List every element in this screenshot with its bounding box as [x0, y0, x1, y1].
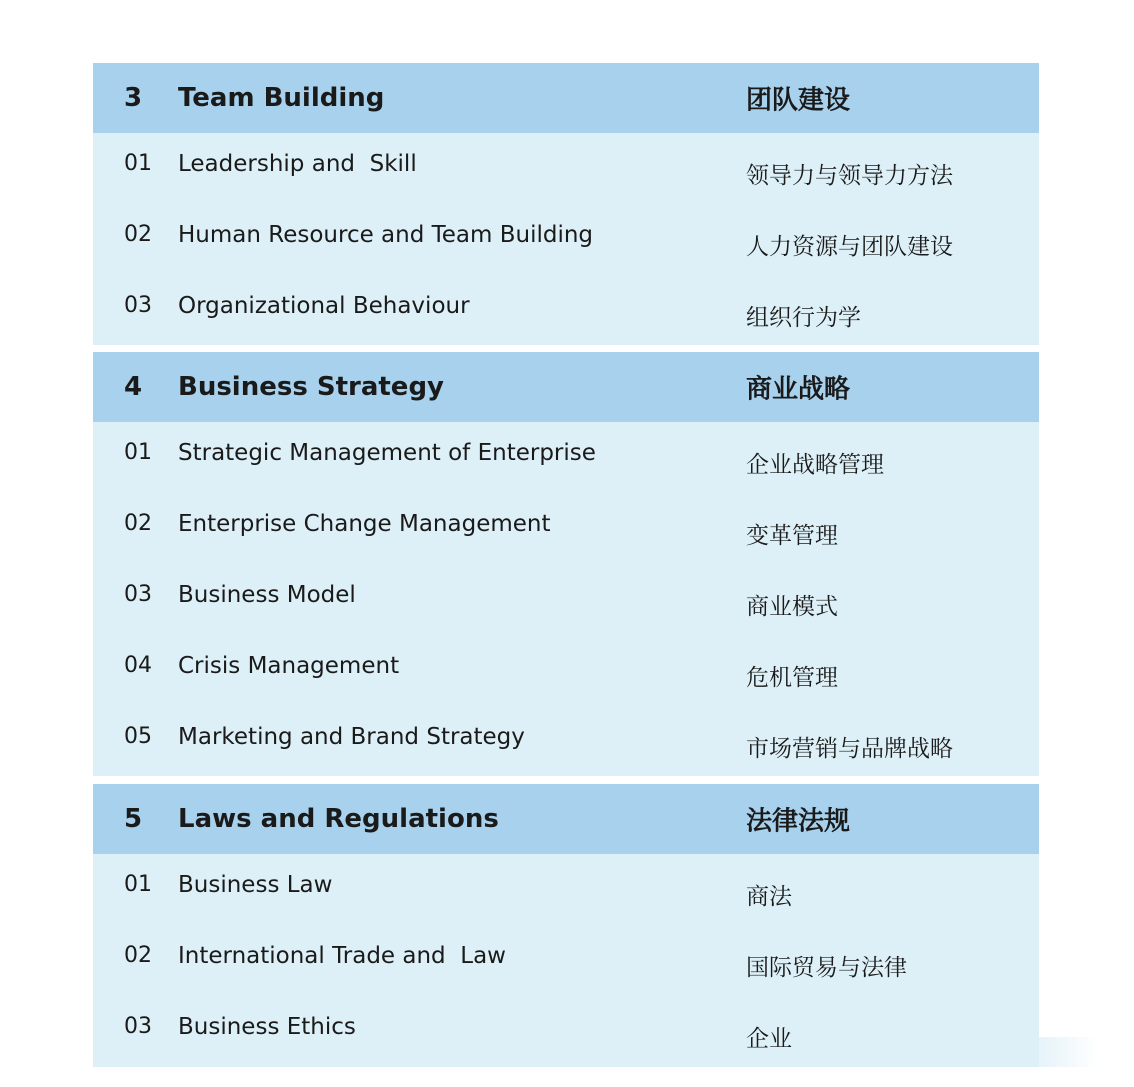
course-title-en: Crisis Management	[178, 653, 400, 679]
course-title-cn: 危机管理	[746, 665, 838, 691]
course-number: 03	[124, 1014, 152, 1039]
course-row	[93, 493, 1039, 564]
course-row	[93, 133, 1039, 204]
course-number: 04	[124, 653, 152, 678]
section-business-strategy	[93, 352, 1039, 776]
section-header	[93, 63, 1039, 133]
course-row	[93, 422, 1039, 493]
course-row	[93, 925, 1039, 996]
course-title-en: Leadership and Skill	[178, 151, 417, 177]
course-title-cn: 市场营销与品牌战略	[746, 736, 953, 762]
section-title-en: Laws and Regulations	[178, 804, 499, 834]
course-title-en: International Trade and Law	[178, 943, 506, 969]
section-number: 5	[124, 804, 143, 834]
course-row	[93, 275, 1039, 346]
course-title-cn: 企业战略管理	[746, 452, 884, 478]
course-title-en: Strategic Management of Enterprise	[178, 440, 596, 466]
course-title-cn: 商业模式	[746, 594, 838, 620]
section-title-cn: 商业战略	[746, 374, 851, 405]
course-row	[93, 564, 1039, 635]
course-title-cn: 变革管理	[746, 523, 838, 549]
course-number: 01	[124, 440, 152, 465]
course-title-en: Marketing and Brand Strategy	[178, 724, 525, 750]
course-title-cn: 组织行为学	[746, 305, 861, 331]
section-header	[93, 784, 1039, 854]
course-number: 01	[124, 151, 152, 176]
course-title-en: Organizational Behaviour	[178, 293, 470, 319]
course-title-en: Business Ethics	[178, 1014, 356, 1040]
bottom-fade-decoration	[1039, 1037, 1099, 1067]
course-row	[93, 204, 1039, 275]
course-title-en: Enterprise Change Management	[178, 511, 551, 537]
section-laws-and-regulations	[93, 784, 1039, 1067]
course-title-en: Business Model	[178, 582, 356, 608]
section-number: 4	[124, 372, 143, 402]
section-number: 3	[124, 83, 143, 113]
section-title-cn: 团队建设	[746, 85, 851, 116]
section-team-building	[93, 63, 1039, 345]
section-title-cn: 法律法规	[746, 806, 851, 837]
course-row	[93, 854, 1039, 925]
course-title-cn: 国际贸易与法律	[746, 955, 907, 981]
section-header	[93, 352, 1039, 422]
course-title-en: Human Resource and Team Building	[178, 222, 594, 248]
course-row	[93, 996, 1039, 1067]
course-title-cn: 人力资源与团队建设	[746, 234, 953, 260]
course-number: 05	[124, 724, 152, 749]
course-number: 01	[124, 872, 152, 897]
course-title-cn: 商法	[746, 884, 792, 910]
course-number: 02	[124, 222, 152, 247]
section-title-en: Business Strategy	[178, 372, 445, 402]
course-title-en: Business Law	[178, 872, 333, 898]
course-title-cn: 领导力与领导力方法	[746, 163, 953, 189]
course-row	[93, 635, 1039, 706]
course-number: 03	[124, 582, 152, 607]
course-number: 02	[124, 511, 152, 536]
course-number: 03	[124, 293, 152, 318]
section-title-en: Team Building	[178, 83, 385, 113]
course-number: 02	[124, 943, 152, 968]
course-title-cn: 企业	[746, 1026, 792, 1052]
course-row	[93, 706, 1039, 777]
